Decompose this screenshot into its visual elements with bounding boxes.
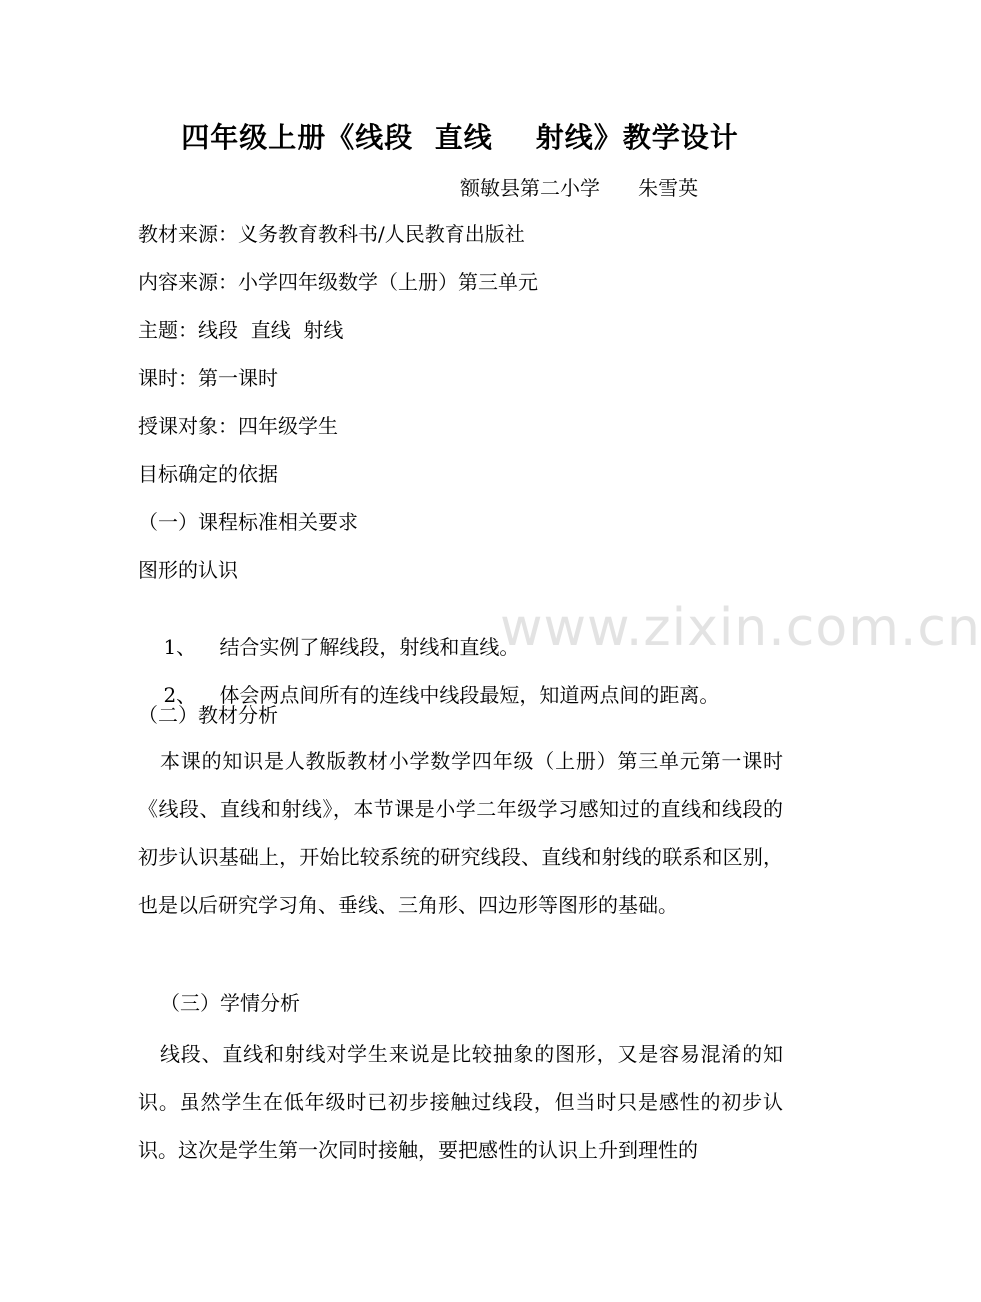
section3-heading: （三）学情分析 — [160, 991, 300, 1015]
section2-heading: （二）教材分析 — [138, 703, 278, 727]
section1-heading: （一）课程标准相关要求 — [138, 510, 358, 534]
list-item-number: 2、 — [163, 683, 197, 707]
section3-paragraph: 线段、直线和射线对学生来说是比较抽象的图形，又是容易混淆的知识。虽然学生在低年级时已初步接触过线段，但当时只是感性的初步认识。这次是学生第一次同时接触，要把感性的认识上升到理性的 — [138, 1042, 783, 1162]
meta-textbook-source: 教材来源：义务教育教科书/人民教育出版社 — [138, 222, 525, 246]
list-item-text: 体会两点间所有的连线中线段最短，知道两点间的距离。 — [219, 683, 720, 707]
document-title: 四年级上册《线段 直线 射线》教学设计 — [181, 121, 739, 154]
meta-content-source: 内容来源：小学四年级数学（上册）第三单元 — [138, 270, 538, 294]
meta-topic: 主题：线段 直线 射线 — [138, 318, 344, 342]
list-item-text: 结合实例了解线段，射线和直线。 — [219, 635, 520, 659]
section1-subheading: 图形的认识 — [138, 558, 238, 582]
meta-objective-basis: 目标确定的依据 — [138, 462, 278, 486]
list-item-number: 1、 — [163, 635, 197, 659]
meta-lesson-period: 课时：第一课时 — [138, 366, 278, 390]
meta-audience: 授课对象：四年级学生 — [138, 414, 338, 438]
watermark: www.zixin.com.cn — [500, 598, 981, 658]
section2-paragraph: 本课的知识是人教版教材小学数学四年级（上册）第三单元第一课时《线段、直线和射线》，本节课是小学二年级学习感知过的直线和线段的初步认识基础上，开始比较系统的研究线段、直线和射线的联系和区别，也是以后研究学习角、垂线、三角形、四边形等图形的基础。 — [138, 749, 783, 917]
author-line: 额敏县第二小学 朱雪英 — [460, 176, 699, 200]
